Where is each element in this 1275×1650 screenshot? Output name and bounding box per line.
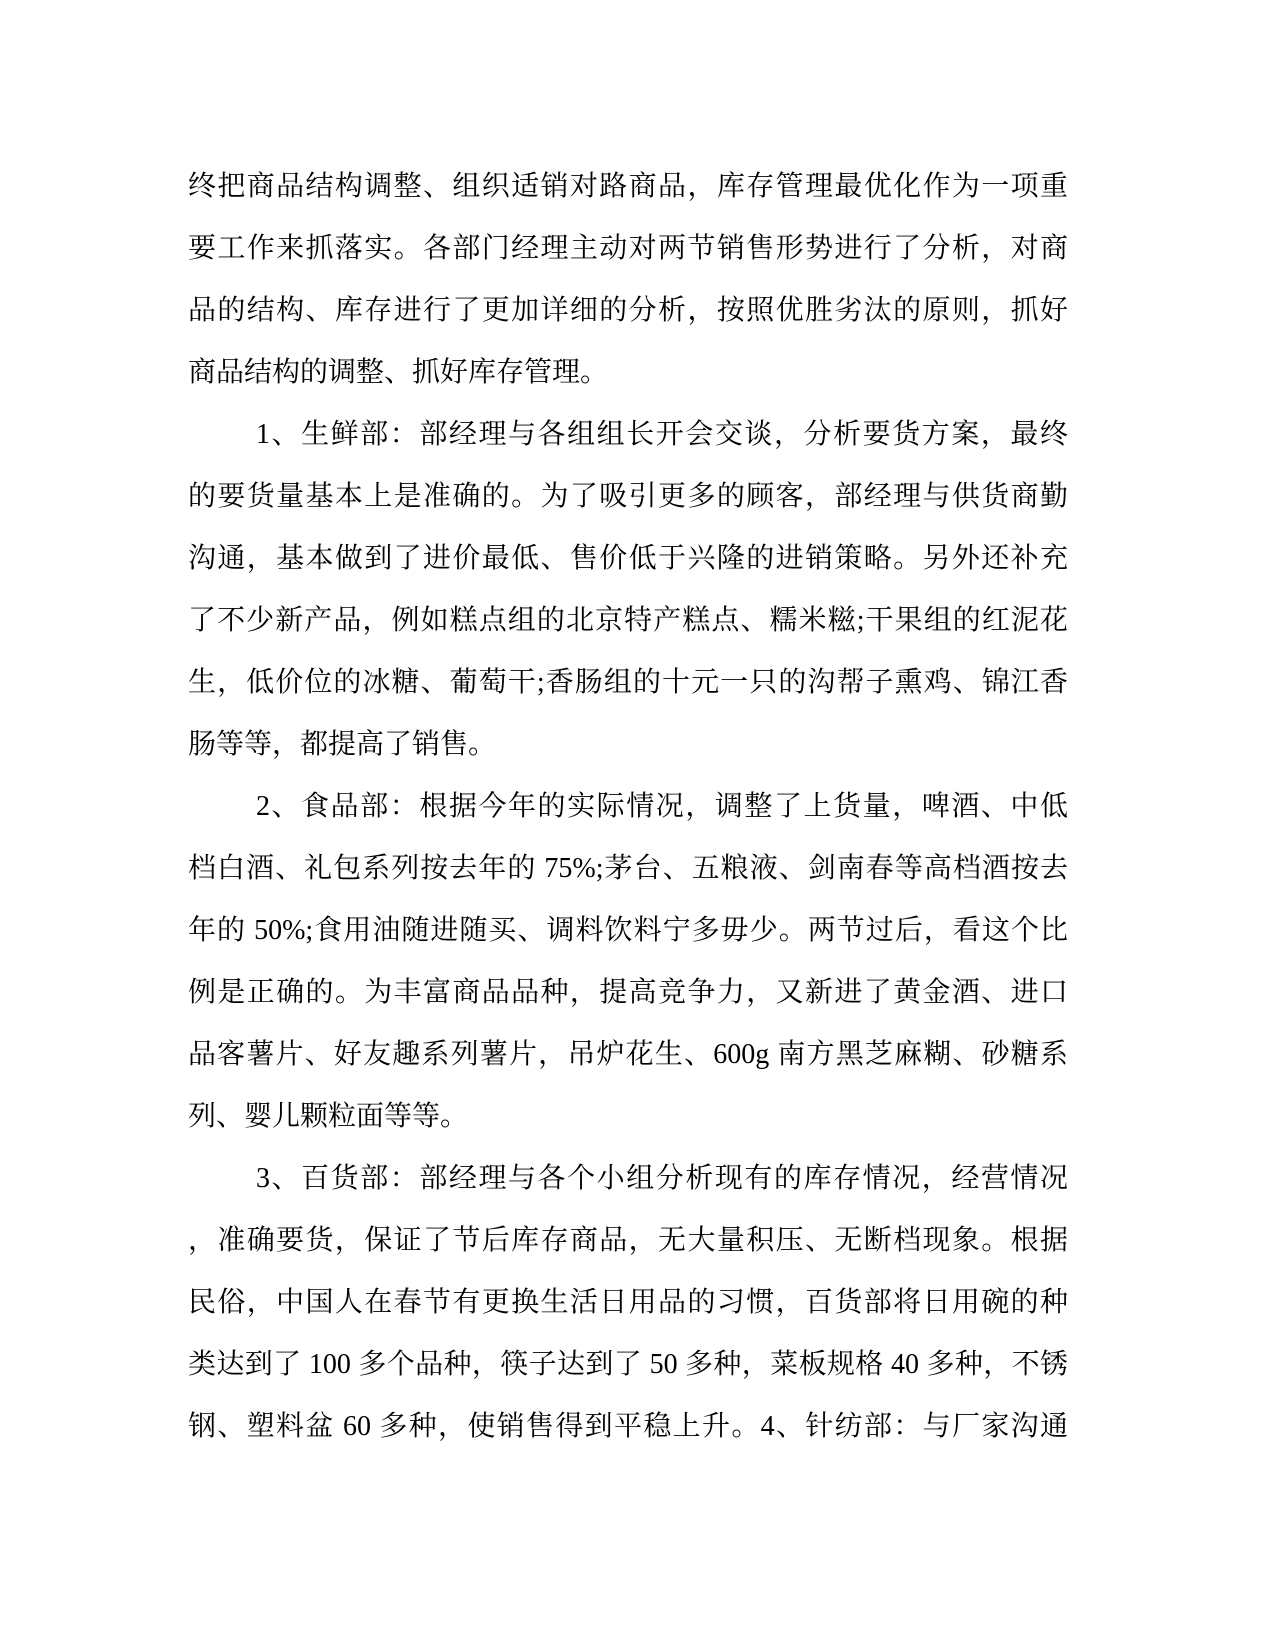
text-line: 品的结构、库存进行了更加详细的分析，按照优胜劣汰的原则，抓好 (188, 295, 1068, 326)
text-line: 类达到了 100 多个品种，筷子达到了 50 多种，菜板规格 40 多种，不锈 (188, 1349, 1068, 1380)
text-line: ，准确要货，保证了节后库存商品，无大量积压、无断档现象。根据 (188, 1225, 1068, 1256)
paragraph-fresh-food-department (188, 404, 1068, 776)
paragraph-general-merchandise-department (188, 1148, 1068, 1458)
text-line: 肠等等，都提高了销售。 (188, 729, 497, 760)
text-line: 1、生鲜部：部经理与各组组长开会交谈，分析要货方案，最终 (256, 419, 1068, 450)
text-line: 的要货量基本上是准确的。为了吸引更多的顾客，部经理与供货商勤 (188, 481, 1068, 512)
text-line: 生，低价位的冰糖、葡萄干;香肠组的十元一只的沟帮子熏鸡、锦江香 (188, 667, 1068, 698)
text-line: 终把商品结构调整、组织适销对路商品，库存管理最优化作为一项重 (188, 171, 1068, 202)
text-line: 档白酒、礼包系列按去年的 75%;茅台、五粮液、剑南春等高档酒按去 (188, 853, 1068, 884)
text-line: 商品结构的调整、抓好库存管理。 (188, 357, 609, 388)
text-line: 了不少新产品，例如糕点组的北京特产糕点、糯米糍;干果组的红泥花 (188, 605, 1068, 636)
text-line: 要工作来抓落实。各部门经理主动对两节销售形势进行了分析，对商 (188, 233, 1068, 264)
text-line: 例是正确的。为丰富商品品种，提高竞争力，又新进了黄金酒、进口 (188, 977, 1068, 1008)
text-line: 列、婴儿颗粒面等等。 (188, 1101, 469, 1132)
text-line: 3、百货部：部经理与各个小组分析现有的库存情况，经营情况 (256, 1163, 1068, 1194)
paragraph-food-department (188, 776, 1068, 1148)
text-line: 2、食品部：根据今年的实际情况，调整了上货量，啤酒、中低 (256, 791, 1068, 822)
text-line: 沟通，基本做到了进价最低、售价低于兴隆的进销策略。另外还补充 (188, 543, 1068, 574)
text-line: 年的 50%;食用油随进随买、调料饮料宁多毋少。两节过后，看这个比 (188, 915, 1068, 946)
text-line: 品客薯片、好友趣系列薯片，吊炉花生、600g 南方黑芝麻糊、砂糖系 (188, 1039, 1068, 1070)
text-line: 钢、塑料盆 60 多种，使销售得到平稳上升。4、针纺部：与厂家沟通 (188, 1411, 1068, 1442)
paragraph-intro-continuation (188, 156, 1068, 404)
text-line: 民俗，中国人在春节有更换生活日用品的习惯，百货部将日用碗的种 (188, 1287, 1068, 1318)
text-content (188, 156, 1068, 1458)
